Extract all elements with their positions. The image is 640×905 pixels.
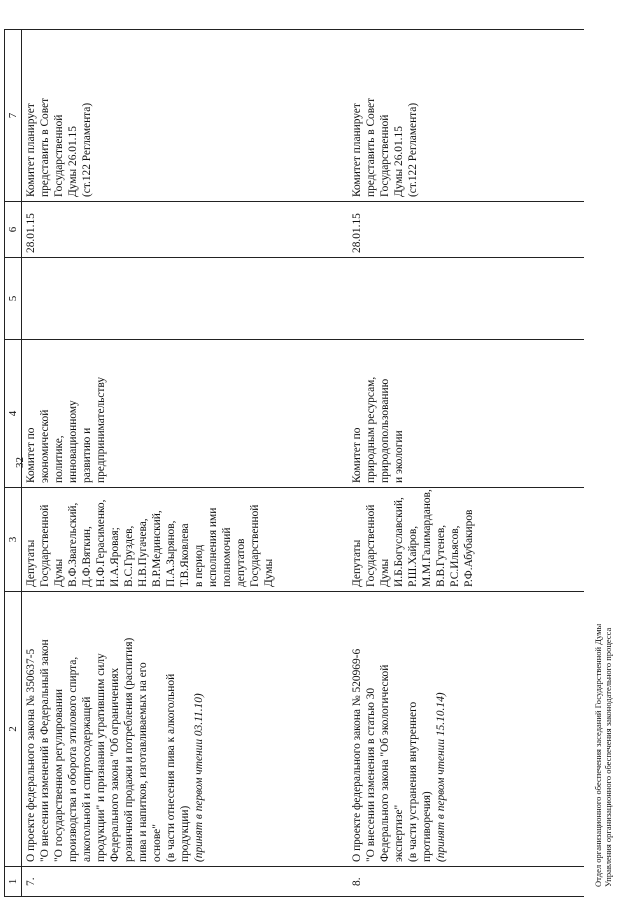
committee-line: природопользованию [379,378,391,483]
author-line: Думы [263,558,275,587]
bills-table [4,29,584,897]
note-line: Думы 26.01.15 [67,126,79,197]
column-5-cell [22,258,349,340]
footer-line: Отдел организационного обеспечения заседаний Государственной Думы [593,623,603,887]
bill-line: продукции) [179,805,191,862]
author-line: Государственной [39,504,51,587]
footer [593,624,613,887]
note-line: представить в Совет [365,97,377,197]
page-number: 32 [14,457,26,468]
author-line: В.В.Гутенев, [435,524,447,587]
bill-authors [22,488,349,592]
author-line: Н.В.Пугачева, [137,518,149,587]
header-row [5,30,22,897]
bill-line: продукции" и признании утратившим силу [95,653,107,862]
author-line: И.А.Яровая; [109,527,121,587]
bill-line: производства и оборота этилового спирта, [67,656,79,862]
table-row [348,30,584,897]
note-line: Комитет планирует [351,103,363,197]
committee-line: природным ресурсам, [365,376,377,483]
committee-line: и экологии [393,430,405,483]
bill-description [22,592,349,867]
column-header: 7 [5,30,22,202]
author-line: В.С.Груздев, [123,525,135,587]
committee-line: экономической [39,409,51,483]
bill-line: "О внесении изменения в статью 30 [365,687,377,862]
author-line: Н.Ф.Герасименко, [95,499,107,587]
author-line: Государственной [249,504,261,587]
author-line: П.А.Зырянов, [165,520,177,587]
footer-line: Управления организационного обеспечения законодательного процесса [603,627,613,887]
bill-line: (в части устранения внутреннего [407,701,419,862]
bill-line: О проекте федерального закона № 520969-6 [351,648,363,862]
bill-line: пива и напитков, изготавливаемых на его [137,662,149,862]
committee-line: инновационному [67,400,79,483]
author-line: Думы [379,558,391,587]
note-line: Думы 26.01.15 [393,126,405,197]
bill-line: противоречия) [421,791,433,862]
note-line: (ст.122 Регламента) [81,102,93,197]
author-line: И.Б.Богуславский, [393,497,405,587]
committee-line: Комитет по [25,427,37,483]
note-line: (ст.122 Регламента) [407,102,419,197]
author-line: В.Ф.Звагельский, [67,502,79,587]
bill-line: алкогольной и спиртосодержащей [81,696,93,862]
bill-reading-note: (принят в первом чтении 15.10.14) [435,692,447,862]
date-cell: 28.01.15 [348,202,584,258]
bill-reading-note: (принят в первом чтении 03.11.10) [193,693,205,862]
column-header: 6 [5,202,22,258]
bill-line: "О государственном регулировании [53,688,65,862]
note-line: Комитет планирует [25,103,37,197]
responsible-committee [22,340,349,488]
column-header: 3 [5,488,22,592]
bill-line: "О внесении изменений в Федеральный закон [39,639,51,862]
bill-line: экспертизе" [393,804,405,862]
bill-line: основе" [151,824,163,862]
note-line: Государственной [53,114,65,197]
column-5-cell [348,258,584,340]
row-number: 7. [22,867,349,897]
table-row [22,30,349,897]
bill-description [348,592,584,867]
author-line: в период [193,544,205,587]
bill-authors [348,488,584,592]
author-line: Депутаты [25,539,37,587]
author-line: Думы [53,558,65,587]
author-line: В.Р.Мединский, [151,510,163,587]
author-line: Т.В.Яковлева [179,523,191,587]
bill-line: Федерального закона "Об ограничениях [109,667,121,862]
note-cell [348,30,584,202]
bill-line: (в части отнесения пива к алкогольной [165,673,177,862]
author-line: исполнения ими [207,507,219,587]
committee-line: политике, [53,435,65,483]
row-number: 8. [348,867,584,897]
author-line: Депутаты [351,539,363,587]
date-cell: 28.01.15 [22,202,349,258]
author-line: М.М.Галимарданов, [421,489,433,587]
author-line: Р.С.Ильясов, [449,525,461,587]
author-line: Государственной [365,504,377,587]
author-line: Р.Ф.Абубакиров [463,509,475,587]
column-header: 1 [5,867,22,897]
author-line: Р.Ш.Хайров, [407,525,419,587]
bill-line: О проекте федерального закона № 350637-5 [25,648,37,862]
column-header: 4 [5,340,22,488]
column-header: 5 [5,258,22,340]
bill-line: розничной продажи и потребления (распития) [123,637,135,862]
committee-line: предпринимательству [95,376,107,483]
bill-line: Федерального закона "Об экологической [379,664,391,862]
committee-line: развитию и [81,427,93,483]
author-line: полномочий [221,527,233,587]
note-cell [22,30,349,202]
note-line: представить в Совет [39,97,51,197]
author-line: Д.Ф.Вяткин, [81,526,93,587]
author-line: депутатов [235,538,247,587]
column-header: 2 [5,592,22,867]
note-line: Государственной [379,114,391,197]
committee-line: Комитет по [351,427,363,483]
responsible-committee [348,340,584,488]
